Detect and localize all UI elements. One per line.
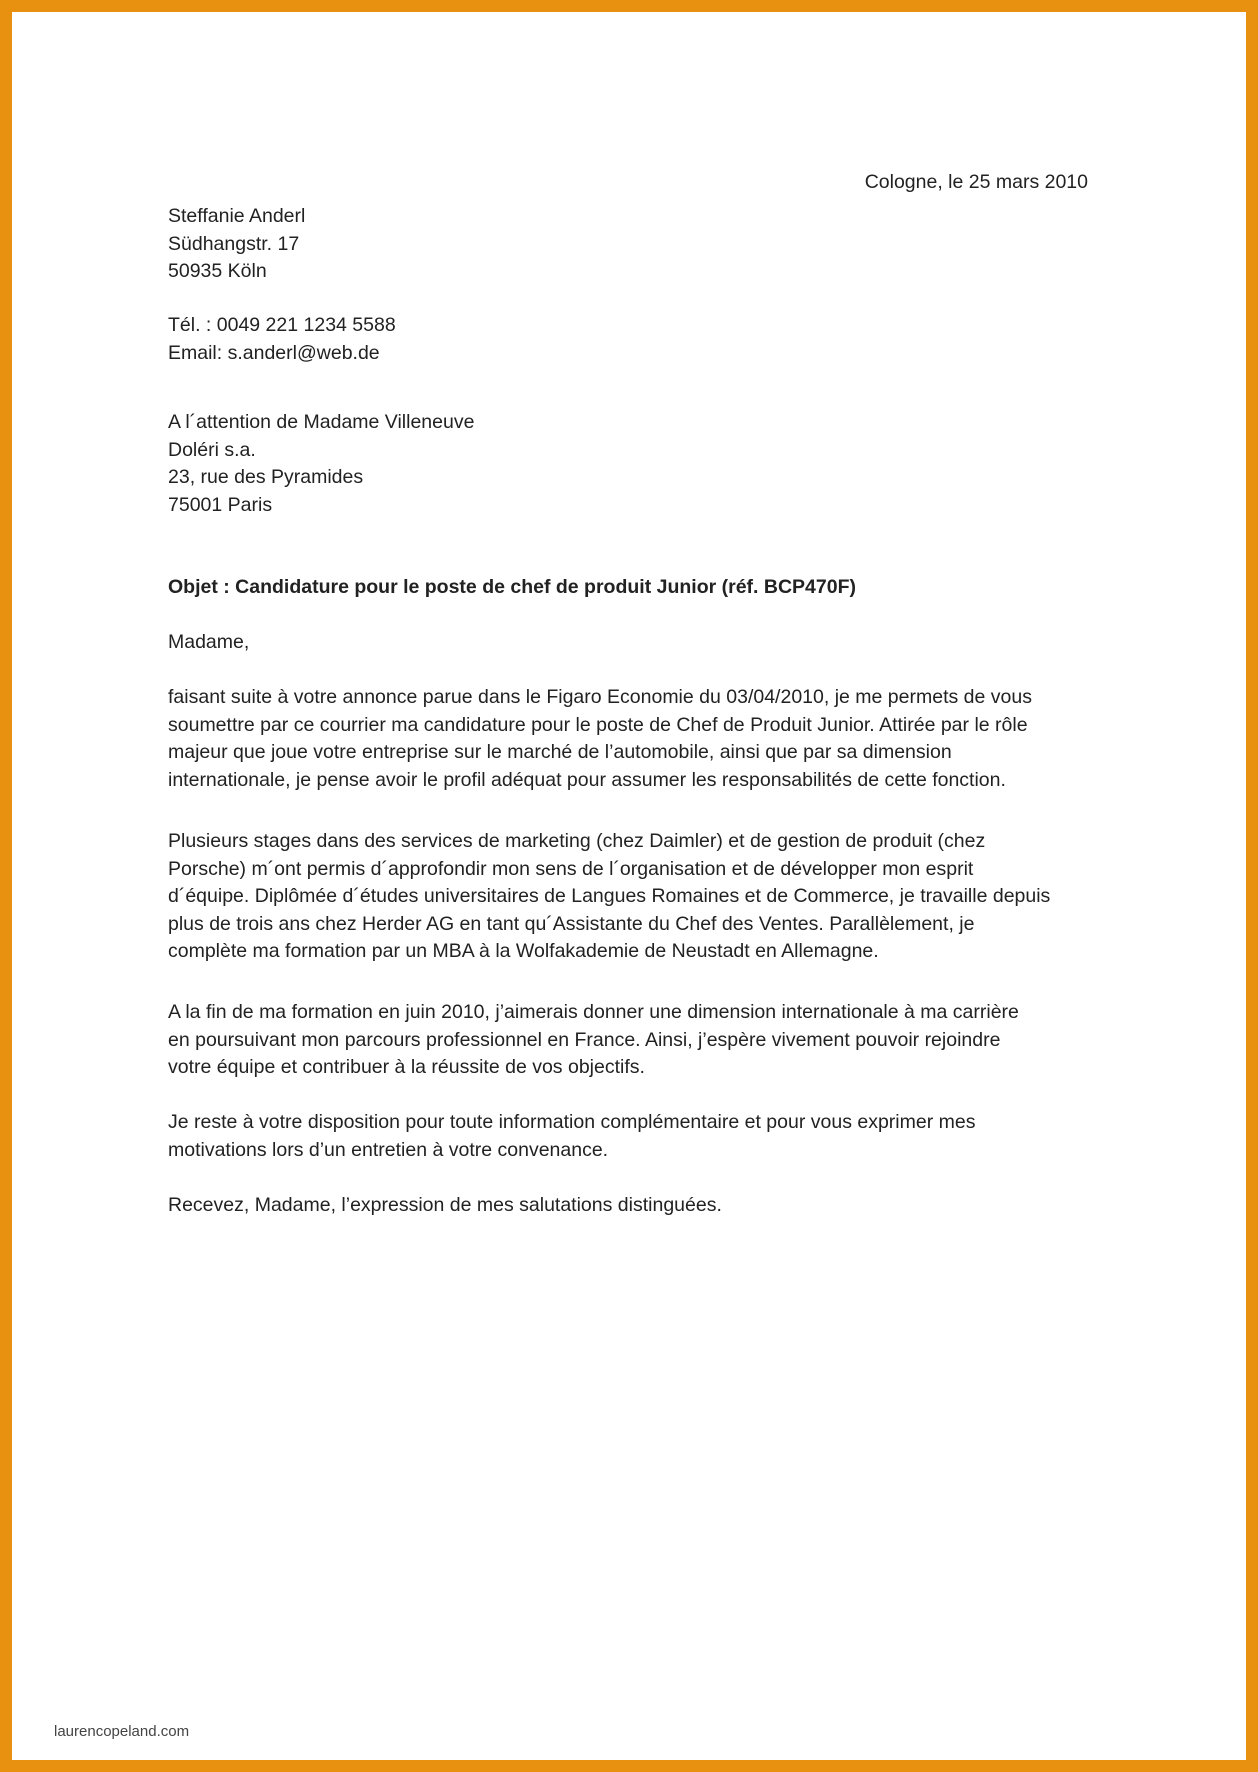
- paragraph-line: d´équipe. Diplômée d´études universitaires de Langues Romaines et de Commerce, je travaille depuis: [168, 885, 1051, 907]
- paragraph-line: Porsche) m´ont permis d´approfondir mon sens de l´organisation et de développer mon esprit: [168, 857, 974, 880]
- body-paragraph-3: [168, 999, 1019, 1082]
- paragraph-line: complète ma formation par un MBA à la Wolfakademie de Neustadt en Allemagne.: [168, 940, 879, 962]
- sender-email: Email: s.anderl@web.de: [168, 341, 380, 364]
- paragraph-line: A la fin de ma formation en juin 2010, j’aimerais donner une dimension internationale à ma carrière: [168, 1001, 1019, 1023]
- letter-salutation: Madame,: [168, 631, 250, 653]
- letter-closing: Recevez, Madame, l’expression de mes salutations distinguées.: [168, 1194, 722, 1216]
- watermark-text: laurencopeland.com: [54, 1723, 190, 1740]
- paragraph-line: votre équipe et contribuer à la réussite de vos objectifs.: [168, 1056, 645, 1078]
- recipient-street: 23, rue des Pyramides: [168, 466, 364, 488]
- paragraph-line: Je reste à votre disposition pour toute information complémentaire et pour vous exprimer mes: [168, 1111, 976, 1133]
- paragraph-line: Plusieurs stages dans des services de marketing (chez Daimler) et de gestion de produit (chez: [168, 830, 986, 852]
- sender-street: Südhangstr. 17: [168, 232, 300, 255]
- paragraph-line: motivations lors d’un entretien à votre convenance.: [168, 1138, 609, 1161]
- body-paragraph-1: [168, 684, 1032, 794]
- recipient-address: [168, 409, 474, 519]
- recipient-attention: A l´attention de Madame Villeneuve: [168, 411, 475, 433]
- letter-date: Cologne, le 25 mars 2010: [864, 171, 1088, 193]
- sender-city: 50935 Köln: [168, 260, 267, 282]
- body-paragraph-4: [168, 1109, 975, 1164]
- body-paragraph-2: [168, 828, 1050, 966]
- paragraph-line: soumettre par ce courrier ma candidature pour le poste de Chef de Produit Junior. Attirée par le rôle: [168, 713, 1028, 736]
- paragraph-line: majeur que joue votre entreprise sur le marché de l’automobile, ainsi que par sa dimension: [168, 741, 952, 763]
- recipient-company: Doléri s.a.: [168, 438, 256, 461]
- sender-name: Steffanie Anderl: [168, 205, 306, 227]
- recipient-city: 75001 Paris: [168, 493, 273, 516]
- letter-subject: Objet : Candidature pour le poste de chef de produit Junior (réf. BCP470F): [168, 576, 856, 598]
- paragraph-line: faisant suite à votre annonce parue dans le Figaro Economie du 03/04/2010, je me permets de vous: [168, 686, 1032, 708]
- sender-address: [168, 203, 305, 286]
- sender-phone: Tél. : 0049 221 1234 5588: [168, 314, 396, 336]
- paragraph-line: plus de trois ans chez Herder AG en tant qu´Assistante du Chef des Ventes. Parallèlement, je: [168, 912, 975, 935]
- sender-contact: [168, 312, 396, 367]
- paragraph-line: en poursuivant mon parcours professionnel en France. Ainsi, j’espère vivement pouvoir rejoindre: [168, 1028, 1001, 1051]
- paragraph-line: internationale, je pense avoir le profil adéquat pour assumer les responsabilités de cette fonction.: [168, 768, 1006, 791]
